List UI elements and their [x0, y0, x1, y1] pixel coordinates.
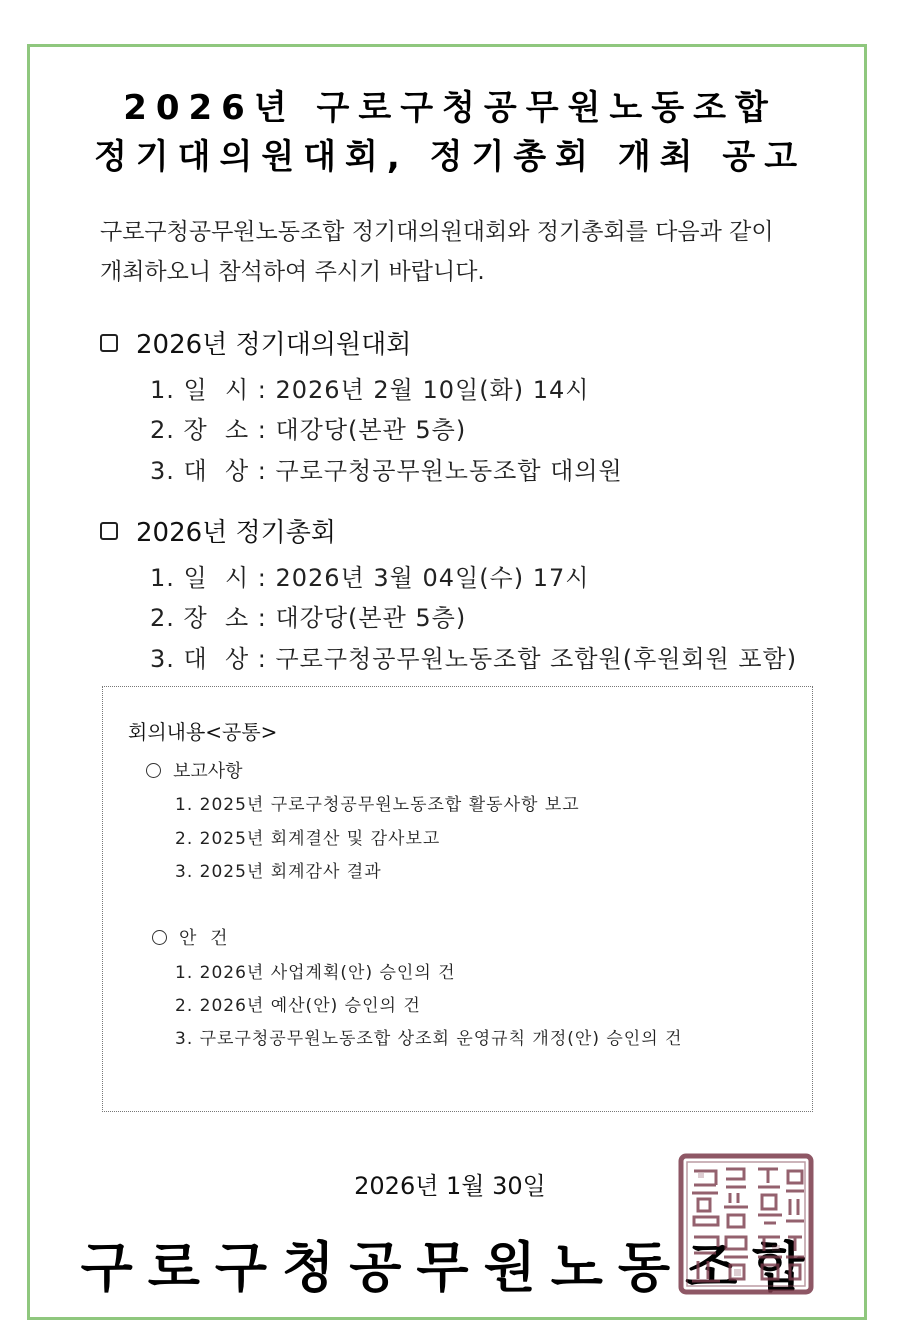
agenda-item: 2. 2025년 회계결산 및 감사보고 — [175, 829, 441, 849]
section-heading-delegates-meeting — [100, 324, 411, 361]
section-heading-text: 2026년 정기총회 — [136, 518, 337, 548]
official-seal-stamp — [678, 1153, 814, 1295]
agenda-item: 3. 구로구청공무원노동조합 상조회 운영규칙 개정(안) 승인의 건 — [175, 1029, 683, 1049]
agenda-group-resolutions — [152, 924, 232, 950]
agenda-item: 3. 2025년 회계감사 결과 — [175, 862, 382, 882]
agenda-group-reports — [146, 757, 243, 783]
delegates-place-item: 2. 장 소 : 대강당(본관 5층) — [150, 416, 467, 444]
checkbox-square-icon — [100, 334, 118, 352]
agenda-item: 1. 2026년 사업계획(안) 승인의 건 — [175, 963, 456, 983]
agenda-item: 1. 2025년 구로구청공무원노동조합 활동사항 보고 — [175, 795, 580, 815]
circle-bullet-icon — [146, 763, 161, 778]
general-target-item: 3. 대 상 : 구로구청공무원노동조합 조합원(후원회원 포함) — [150, 645, 798, 673]
agenda-group-heading: 보고사항 — [173, 761, 243, 782]
organization-name: 구로구청공무원노동조합 — [80, 1236, 820, 1299]
section-heading-text: 2026년 정기대의원대회 — [136, 330, 412, 360]
intro-line-1: 구로구청공무원노동조합 정기대의원대회와 정기총회를 다음과 같이 — [100, 219, 774, 245]
agenda-item: 2. 2026년 예산(안) 승인의 건 — [175, 996, 421, 1016]
notice-title-line-2: 정기대의원대회, 정기총회 개최 공고 — [93, 137, 807, 177]
notice-date: 2026년 1월 30일 — [354, 1172, 546, 1200]
intro-line-2: 개최하오니 참석하여 주시기 바랍니다. — [100, 259, 485, 285]
general-place-item: 2. 장 소 : 대강당(본관 5층) — [150, 604, 467, 632]
section-heading-general-meeting — [100, 512, 336, 549]
circle-bullet-icon — [152, 930, 167, 945]
intro-paragraph — [100, 212, 820, 292]
agenda-title: 회의내용<공통> — [128, 720, 278, 744]
general-date-item: 1. 일 시 : 2026년 3월 04일(수) 17시 — [150, 564, 590, 592]
delegates-date-item: 1. 일 시 : 2026년 2월 10일(화) 14시 — [150, 376, 590, 404]
agenda-group-heading: 안 건 — [179, 928, 232, 949]
checkbox-square-icon — [100, 522, 118, 540]
notice-title-line-1: 2026년 구로구청공무원노동조합 — [123, 88, 777, 128]
delegates-target-item: 3. 대 상 : 구로구청공무원노동조합 대의원 — [150, 457, 623, 485]
